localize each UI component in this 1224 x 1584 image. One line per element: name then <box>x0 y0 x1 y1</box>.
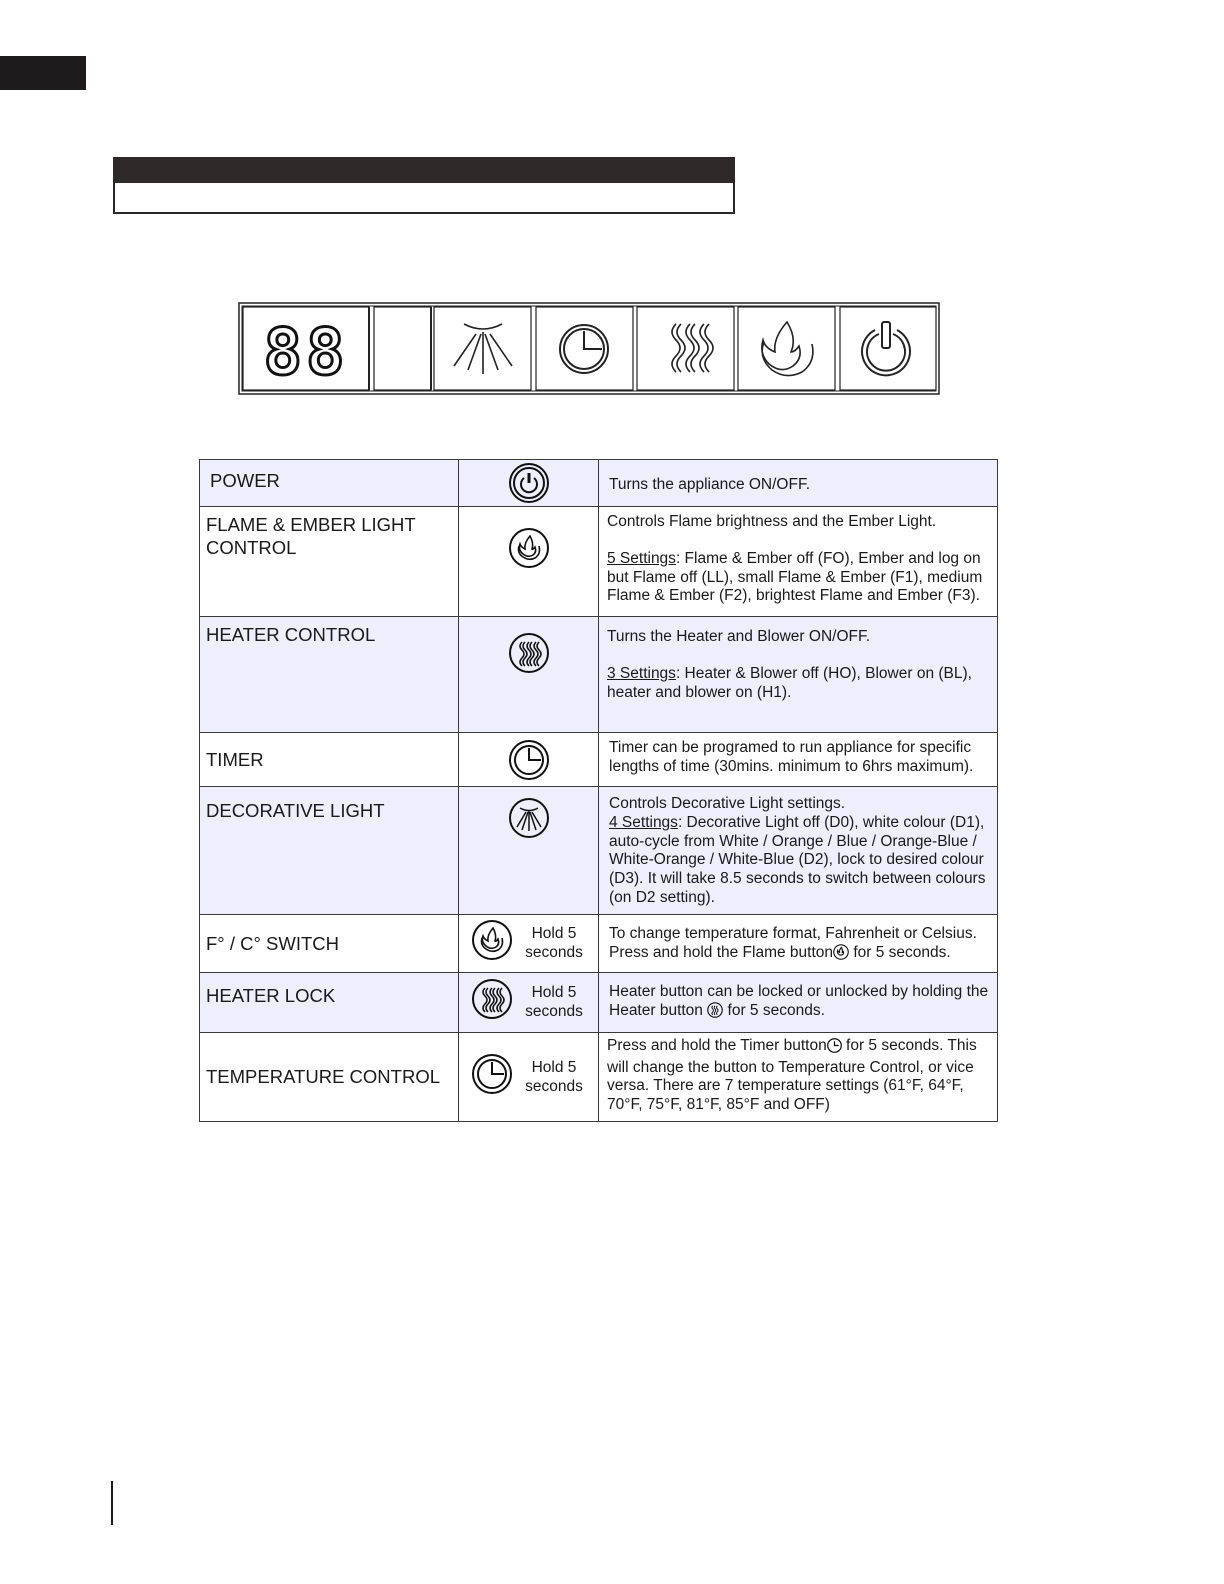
heater-icon <box>459 617 598 674</box>
decorative-light-icon <box>459 787 598 839</box>
display-digits: 88 <box>263 316 349 390</box>
control-description: Controls Flame brightness and the Ember Light. 5 Settings: Flame & Ember off (FO), Ember and log on but Flame off (LL), small Flame & Ember (F1), medium Flame & Ember (F2), brightest Flame and Ember (F3). <box>599 507 998 617</box>
hold-duration: Hold 5 seconds <box>525 925 583 962</box>
control-name: POWER <box>200 460 459 507</box>
table-row <box>200 733 998 787</box>
control-name: TIMER <box>200 733 459 787</box>
control-name: TEMPERATURE CONTROL <box>200 1032 459 1121</box>
hold-duration: Hold 5 seconds <box>525 984 583 1021</box>
controls-table <box>199 459 998 1122</box>
control-description: To change temperature format, Fahrenheit or Celsius. Press and hold the Flame button for 5 seconds. <box>599 914 998 972</box>
hold-duration: Hold 5 seconds <box>525 1058 583 1095</box>
timer-icon <box>459 733 598 786</box>
section-header-bar <box>113 157 735 214</box>
timer-icon <box>827 1038 842 1059</box>
control-name: FLAME & EMBER LIGHT CONTROL <box>200 507 459 617</box>
flame-icon <box>833 944 849 966</box>
control-description: Turns the Heater and Blower ON/OFF. 3 Settings: Heater & Blower off (HO), Blower on (BL), heater and blower on (H1). <box>599 617 998 733</box>
settings-label: 5 Settings <box>607 549 676 567</box>
control-name: DECORATIVE LIGHT <box>200 787 459 915</box>
power-icon <box>459 460 598 506</box>
table-row <box>200 1032 998 1121</box>
settings-label: 4 Settings <box>609 813 678 831</box>
table-row <box>200 507 998 617</box>
page-corner-tab <box>0 56 86 90</box>
control-description: Controls Decorative Light settings. 4 Settings: Decorative Light off (D0), white colour (D1), auto-cycle from White / Orange / Blue / Orange-Blue / White-Orange / White-Blue (D2), lock to desired colour (D3). It will take 8.5 seconds to switch between colours (on D2 setting). <box>599 787 998 915</box>
control-name: HEATER LOCK <box>200 972 459 1032</box>
control-description: Timer can be programed to run appliance for specific lengths of time (30mins. minimum to 6hrs maximum). <box>599 733 998 787</box>
table-row <box>200 617 998 733</box>
control-description: Turns the appliance ON/OFF. <box>599 460 998 507</box>
table-row <box>200 787 998 915</box>
flame-icon <box>471 919 513 967</box>
control-description: Press and hold the Timer button for 5 seconds. This will change the button to Temperature Control, or vice versa. There are 7 temperature settings (61°F, 64°F, 70°F, 75°F, 81°F, 85°F and OFF) <box>599 1032 998 1121</box>
heater-icon <box>707 1002 723 1024</box>
flame-icon <box>459 507 598 569</box>
table-row <box>200 460 998 507</box>
control-name: F° / C° SWITCH <box>200 914 459 972</box>
table-row <box>200 972 998 1032</box>
table-row <box>200 914 998 972</box>
timer-icon <box>471 1053 513 1101</box>
settings-label: 3 Settings <box>607 664 676 682</box>
footer-rule <box>111 1481 113 1525</box>
control-name: HEATER CONTROL <box>200 617 459 733</box>
section-header-fill <box>115 159 733 183</box>
control-description: Heater button can be locked or unlocked by holding the Heater button for 5 seconds. <box>599 972 998 1032</box>
control-panel-diagram <box>238 302 940 395</box>
heater-icon <box>471 978 513 1026</box>
